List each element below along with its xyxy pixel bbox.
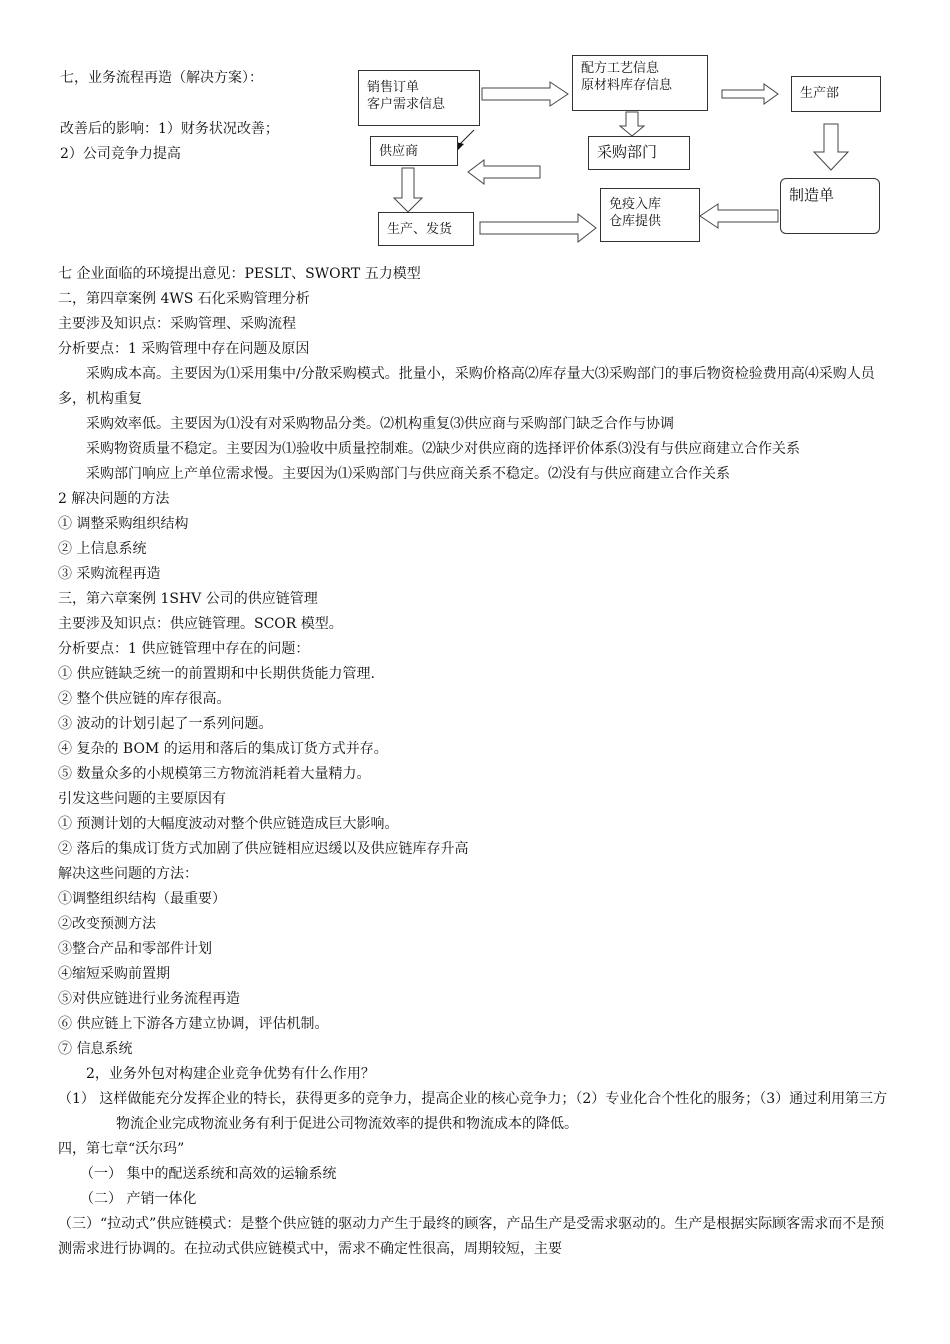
causes-heading: 引发这些问题的主要原因有 — [58, 791, 226, 807]
list-item: ①调整组织结构（最重要） — [58, 891, 226, 907]
node-produce-ship — [378, 212, 474, 246]
node-sales-line-2: 客户需求信息 — [367, 97, 446, 112]
arrow-supplier-to-produce — [394, 168, 422, 212]
section-heading-4: 四，第七章“沃尔玛” — [58, 1141, 185, 1157]
list-item: ⑤ 数量众多的小规模第三方物流消耗着大量精力。 — [58, 766, 371, 782]
list-item: ③ 采购流程再造 — [58, 566, 161, 582]
outsourcing-answer: （1） 这样做能充分发挥企业的特长，获得更多的竞争力，提高企业的核心竞争力；（2）专业化合个性化的服务；（3）通过利用第三方物流企业完成物流业务有利于促进公司物流效率的提供和物流成本的降低。 — [58, 1091, 888, 1132]
list-item: ① 预测计划的大幅度波动对整个供应链造成巨大影响。 — [58, 816, 399, 832]
analysis-points: 分析要点：1 供应链管理中存在的问题： — [58, 641, 310, 657]
node-warehouse-line-2: 仓库提供 — [609, 214, 662, 229]
section-heading-2: 二，第四章案例 4WS 石化采购管理分析 — [58, 291, 310, 307]
list-item: ⑤对供应链进行业务流程再造 — [58, 991, 240, 1007]
node-sales-order — [358, 70, 480, 126]
list-item: ④缩短采购前置期 — [58, 966, 170, 982]
para-cost-high: 采购成本高。主要因为⑴采用集中/分散采购模式。批量小，采购价格高⑵库存量大⑶采购部门的事后物资检验费用高⑷采购人员多，机构重复 — [58, 366, 875, 407]
outsourcing-question: 2，业务外包对构建企业竞争优势有什么作用？ — [86, 1066, 375, 1082]
document-body — [58, 262, 896, 1262]
list-item: ④ 复杂的 BOM 的运用和落后的集成订货方式并存。 — [58, 741, 388, 757]
analysis-points: 分析要点：1 采购管理中存在问题及原因 — [58, 341, 310, 357]
node-sales-line-1: 销售订单 — [367, 80, 420, 95]
list-item: ② 上信息系统 — [58, 541, 147, 557]
arrow-sales-to-formula — [482, 82, 568, 106]
node-purchasing-label: 采购部门 — [597, 143, 658, 161]
improvement-line-2: 2）公司竞争力提高 — [60, 146, 181, 162]
list-item: ① 供应链缺乏统一的前置期和中长期供货能力管理. — [58, 666, 375, 682]
process-flowchart — [350, 50, 890, 250]
arrow-order-to-warehouse — [700, 204, 778, 228]
node-production-dept — [791, 76, 881, 112]
arrow-purchasing-to-supplier — [468, 160, 540, 184]
methods-heading: 解决这些问题的方法： — [58, 866, 198, 882]
section-heading: 七，业务流程再造（解决方案）： — [60, 70, 263, 86]
para-response-slow: 采购部门响应上产单位需求慢。主要因为⑴采购部门与供应商关系不稳定。⑵没有与供应商建立合作关系 — [86, 466, 730, 482]
walmart-point-1: （一） 集中的配送系统和高效的运输系统 — [80, 1166, 337, 1182]
node-production-label: 生产部 — [800, 86, 840, 101]
section-heading-3: 三，第六章案例 1SHV 公司的供应链管理 — [58, 591, 318, 607]
arrow-formula-to-purchasing — [620, 112, 644, 136]
node-formula-line-2: 原材料库存信息 — [581, 78, 673, 93]
node-warehouse — [600, 188, 700, 242]
arrow-produce-to-warehouse — [480, 214, 596, 242]
arrow-formula-to-production — [722, 84, 778, 104]
intro-block — [60, 66, 279, 167]
node-order-label: 制造单 — [789, 186, 835, 204]
list-item: ⑥ 供应链上下游各方建立协调，评估机制。 — [58, 1016, 329, 1032]
arrow-production-to-order — [814, 124, 848, 170]
knowledge-points: 主要涉及知识点：供应链管理。SCOR 模型。 — [58, 616, 343, 632]
list-item: ③整合产品和零部件计划 — [58, 941, 212, 957]
node-produce-label: 生产、发货 — [387, 222, 453, 237]
list-item: ⑦ 信息系统 — [58, 1041, 133, 1057]
walmart-point-2: （二） 产销一体化 — [80, 1191, 197, 1207]
list-item: ② 落后的集成订货方式加剧了供应链相应迟缓以及供应链库存升高 — [58, 841, 469, 857]
node-manufacture-order — [780, 178, 880, 234]
list-item: ② 整个供应链的库存很高。 — [58, 691, 231, 707]
line-environment: 七 企业面临的环境提出意见：PESLT、SWORT 五力模型 — [58, 266, 421, 282]
node-supplier-label: 供应商 — [379, 144, 419, 159]
node-warehouse-line-1: 免疫入库 — [609, 197, 662, 212]
list-item: ②改变预测方法 — [58, 916, 156, 932]
node-formula-info — [572, 55, 708, 111]
walmart-point-3: （三）“拉动式”供应链模式：是整个供应链的驱动力产生于最终的顾客，产品生产是受需求驱动的。生产是根据实际顾客需求而不是预测需求进行协调的。在拉动式供应链模式中，需求不确定性很高，周期较短，主要 — [58, 1216, 885, 1257]
list-item: ③ 波动的计划引起了一系列问题。 — [58, 716, 273, 732]
node-supplier — [370, 136, 458, 166]
knowledge-points: 主要涉及知识点：采购管理、采购流程 — [58, 316, 296, 332]
node-formula-line-1: 配方工艺信息 — [581, 61, 660, 76]
solution-heading: 2 解决问题的方法 — [58, 491, 170, 507]
para-quality-unstable: 采购物资质量不稳定。主要因为⑴验收中质量控制难。⑵缺少对供应商的选择评价体系⑶没有与供应商建立合作关系 — [86, 441, 800, 457]
improvement-line-1: 改善后的影响：1）财务状况改善； — [60, 121, 279, 137]
list-item: ① 调整采购组织结构 — [58, 516, 189, 532]
para-efficiency-low: 采购效率低。主要因为⑴没有对采购物品分类。⑵机构重复⑶供应商与采购部门缺乏合作与协调 — [86, 416, 674, 432]
node-purchasing-dept — [588, 136, 690, 170]
